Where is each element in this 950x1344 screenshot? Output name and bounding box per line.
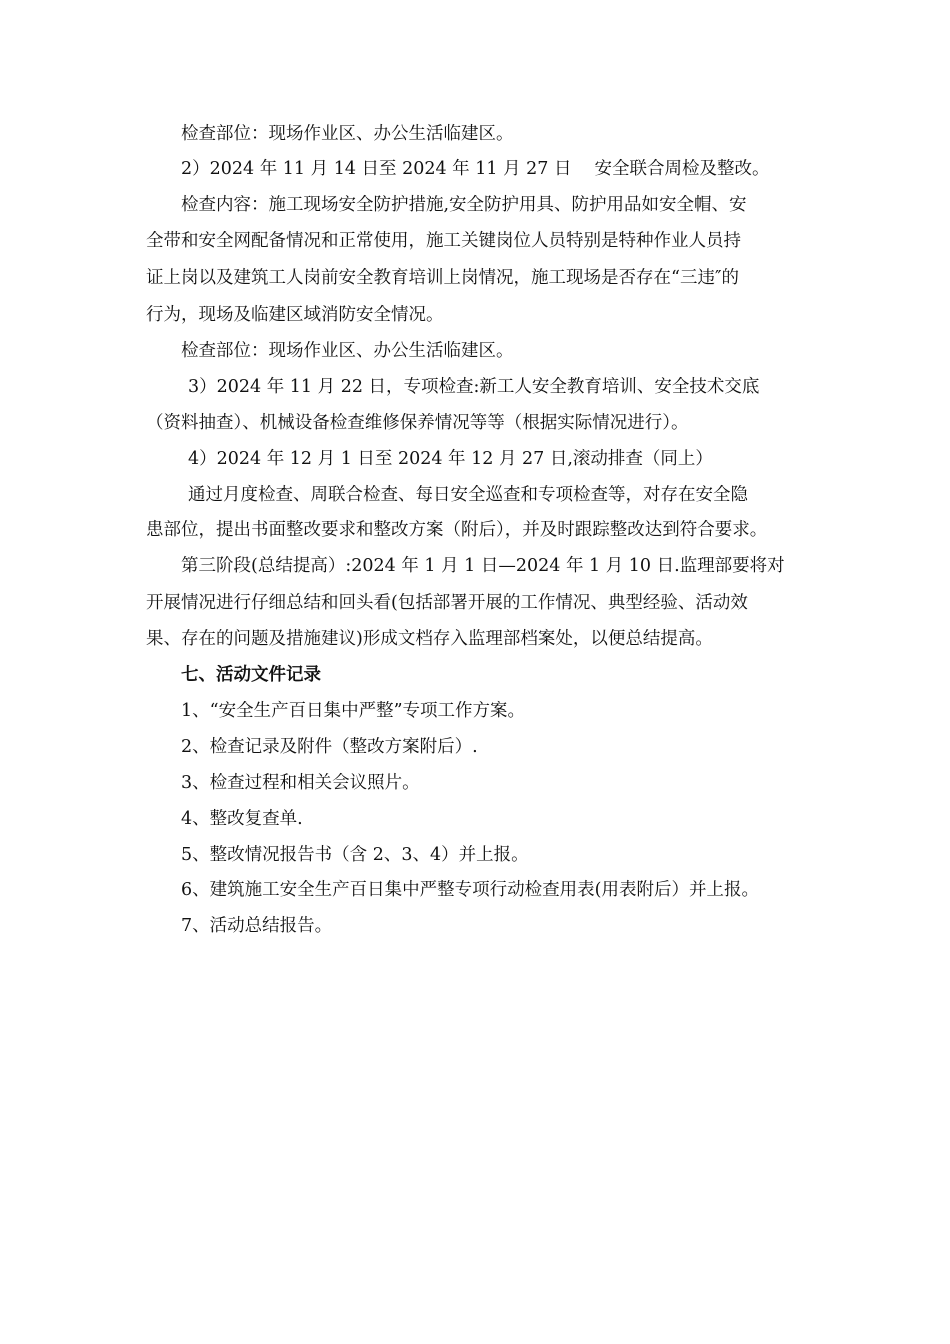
paragraph-line: 开展情况进行仔细总结和回头看(包括部署开展的工作情况、典型经验、活动效 bbox=[146, 593, 748, 613]
list-item: 6、建筑施工安全生产百日集中严整专项行动检查用表(用表附后）并上报。 bbox=[181, 880, 759, 900]
list-item: 4、整改复查单. bbox=[181, 809, 303, 829]
paragraph-line: 4）2024 年 12 月 1 日至 2024 年 12 月 27 日,滚动排查（同上） bbox=[188, 449, 713, 469]
paragraph-line: （资料抽查）、机械设备检查维修保养情况等等（根据实际情况进行）。 bbox=[146, 413, 689, 433]
paragraph-line: 检查部位：现场作业区、办公生活临建区。 bbox=[181, 341, 514, 361]
paragraph-line: 全带和安全网配备情况和正常使用，施工关键岗位人员特别是特种作业人员持 bbox=[146, 231, 741, 251]
section-heading: 七、活动文件记录 bbox=[181, 665, 321, 685]
list-item: 2、检查记录及附件（整改方案附后）. bbox=[181, 737, 478, 757]
paragraph-line: 通过月度检查、周联合检查、每日安全巡查和专项检查等，对存在安全隐 bbox=[188, 485, 748, 505]
paragraph-line: 检查部位：现场作业区、办公生活临建区。 bbox=[181, 124, 514, 144]
paragraph-line: 果、存在的问题及措施建议)形成文档存入监理部档案处，以便总结提高。 bbox=[146, 629, 713, 649]
paragraph-line: 证上岗以及建筑工人岗前安全教育培训上岗情况，施工现场是否存在“三违″的 bbox=[146, 268, 739, 288]
list-item: 1、“安全生产百日集中严整”专项工作方案。 bbox=[181, 701, 526, 721]
paragraph-line: 2）2024 年 11 月 14 日至 2024 年 11 月 27 日 安全联合周检及整改。 bbox=[181, 159, 770, 179]
list-item: 5、整改情况报告书（含 2、3、4）并上报。 bbox=[181, 845, 529, 865]
paragraph-line: 检查内容：施工现场安全防护措施,安全防护用具、防护用品如安全帽、安 bbox=[181, 195, 747, 215]
paragraph-line: 第三阶段(总结提高）:2024 年 1 月 1 日—2024 年 1 月 10 日.监理部要将对 bbox=[181, 556, 785, 576]
list-item: 7、活动总结报告。 bbox=[181, 916, 333, 936]
paragraph-line: 行为，现场及临建区域消防安全情况。 bbox=[146, 305, 444, 325]
paragraph-line: 患部位，提出书面整改要求和整改方案（附后），并及时跟踪整改达到符合要求。 bbox=[146, 520, 768, 540]
list-item: 3、检查过程和相关会议照片。 bbox=[181, 773, 420, 793]
paragraph-line: 3）2024 年 11 月 22 日，专项检查:新工人安全教育培训、安全技术交底 bbox=[188, 377, 760, 397]
